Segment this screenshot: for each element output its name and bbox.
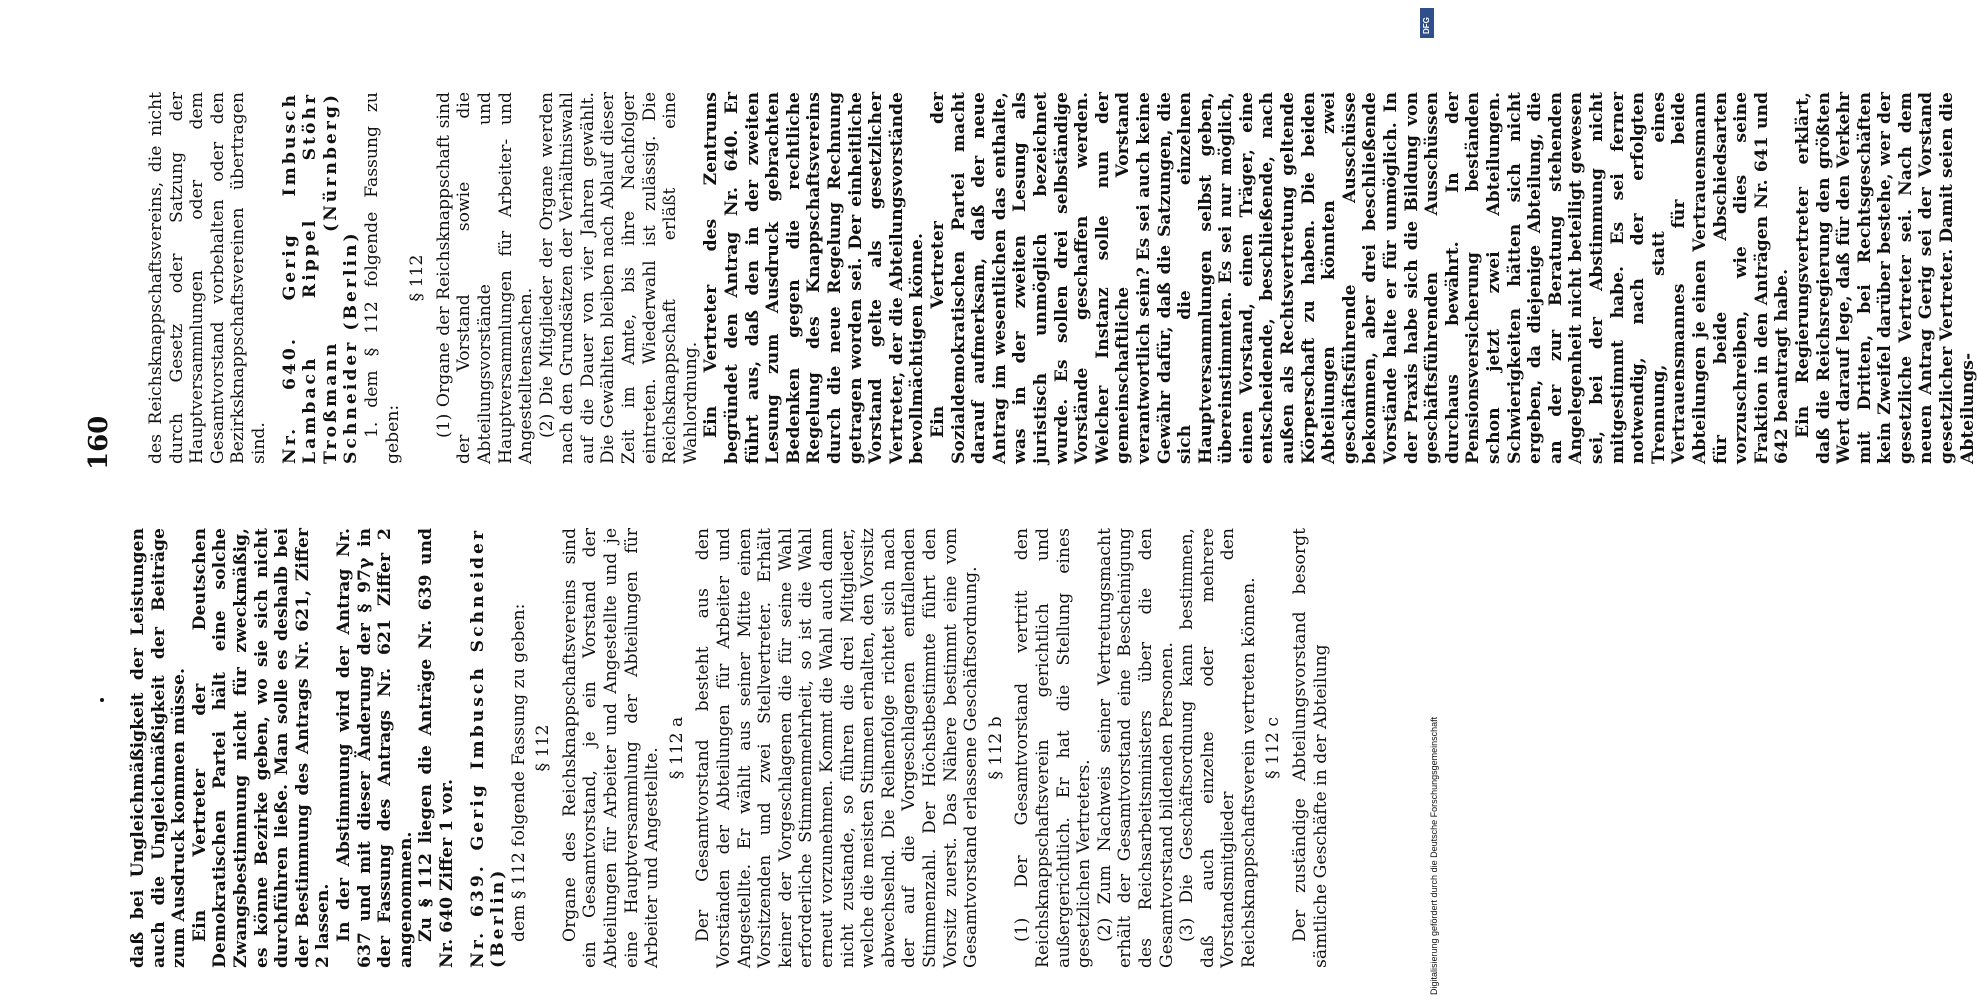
section-heading: § 112 a	[666, 716, 687, 780]
paragraph: (1) Organe der Reichsknappschaft sind der Vorstand sowie die Abteilungsvorstände und Hauptversammlungen für Arbeiter- und Angestelltensachen.	[433, 92, 537, 464]
paragraph: (3) Die Geschäftsordnung kann bestimmen, daß auch einzelne oder mehrere Vorstandsmitglieder den Reichsknappschaftsverein vertreten können.	[1177, 528, 1259, 968]
paragraph: (1) Der Gesamtvorstand vertritt den Reichsknappschaftsverein gerichtlich und außergerichtlich. Er hat die Stellung eines gesetzlichen Vertreters.	[1012, 528, 1095, 968]
paragraph: Ein Vertreter des Zentrums begründet den Antrag Nr. 640. Er führt aus, daß den in der zweiten Lesung zum Ausdruck gebrachten Bedenken gegen die rechtliche Regelung des Knappschaftsvereins durch die neue Regelung Rechnung getragen worden sei. Der einheitliche Vorstand gelte als gesetzlicher Vertreter, der die Abteilungsvorstände bevollmächtigen könne.	[701, 92, 928, 464]
section-heading: § 112	[533, 724, 554, 772]
dfg-logo-text: DFG	[1422, 17, 1431, 34]
paragraph: Ein Regierungsvertreter erklärt, daß die Reichsregierung den größten Wert darauf lege, daß für den Verkehr mit Dritten, bei Rechtsgeschäften kein Zweifel darüber bestehe, wer der gesetzliche Vertreter sei. Nach dem neuen Antrag Gerig sei der Vorstand gesetzlicher Vertreter. Damit seien die Abteilungs-	[1792, 92, 1978, 464]
section-heading: § 112 c	[1263, 717, 1284, 779]
paragraph: dem § 112 folgende Fassung zu geben:	[508, 603, 529, 942]
page-number: 160	[84, 415, 114, 470]
paragraph: Zu § 112 liegen die Anträge Nr. 639 und Nr. 640 Ziffer 1 vor.	[416, 528, 457, 968]
section-heading: § 112	[407, 254, 428, 302]
paragraph: (2) Die Mitglieder der Organe werden nach den Grundsätzen der Verhältniswahl auf die Dauer von vier Jahren gewählt. Die Gewählten bleiben nach Ablauf dieser Zeit im Amte, bis ihre Nachfolger eintreten. Wiederwahl ist zulässig. Die Reichsknappschaft erläßt eine Wahlordnung.	[536, 92, 701, 464]
paragraph: Der Gesamtvorstand besteht aus den Vorständen der Abteilungen für Arbeiter und Angestellte. Er wählt aus seiner Mitte einen Vorsitzenden und zwei Stellvertreter. Erhält keiner der Vorgeschlagenen die für seine Wahl erforderliche Stimmenmehrheit, so ist die Wahl erneut vorzunehmen. Kommt die Wahl auch dann nicht zustande, so führen die drei Mitglieder, welche die meisten Stimmen erhalten, den Vorsitz abwechselnd. Die Reihenfolge richtet sich nach der auf die Vorgeschlagenen entfallenden Stimmenzahl. Der Höchstbestimmte führt den Vorsitz zuerst. Das Nähere bestimmt eine vom Gesamtvorstand erlassene Geschäftsordnung.	[693, 528, 982, 968]
print-speck	[100, 698, 104, 702]
paragraph: In der Abstimmung wird der Antrag Nr. 637 und mit dieser Änderung der § 97γ in der Fassung des Antrags Nr. 621 Ziffer 2 angenommen.	[333, 528, 416, 968]
paragraph: Ein Vertreter der Deutschen Demokratischen Partei hält eine solche Zwangsbestimmung nicht für zweckmäßig, es könne Bezirke geben, wo sie sich nicht durchführen ließe. Man solle es deshalb bei der Bestimmung des Antrags Nr. 621, Ziffer 2 lassen.	[189, 528, 334, 968]
paragraph: (2) Zum Nachweis seiner Vertretungsmacht erhält der Gesamtvorstand eine Bescheinigung des Reichsarbeitsministers über die den Gesamtvorstand bildenden Personen.	[1094, 528, 1177, 968]
paragraph: des Reichsknappschaftsvereins, die nicht durch Gesetz oder Satzung der Hauptversammlungen oder dem Gesamtvorstand vorbehalten oder den Bezirksknappschaftsvereinen übertragen sind.	[146, 92, 269, 464]
section-heading: § 112 b	[985, 716, 1006, 780]
paragraph: Organe des Reichsknappschaftsvereins sind ein Gesamtvorstand, je ein Vorstand der Abteilungen für Arbeiter und Angestellte und je eine Hauptversammlung der Abteilungen für Arbeiter und Angestellte.	[559, 528, 663, 968]
paragraph: Der zuständige Abteilungsvorstand besorgt sämtliche Geschäfte in der Abteilung	[1290, 528, 1331, 968]
digitization-credit: Digitalisierung gefördert durch die Deutsche Forschungsgemeinschaft	[1429, 716, 1439, 995]
text-column-left	[128, 528, 1331, 968]
dfg-logo	[1420, 8, 1434, 38]
paragraph: 1. dem § 112 folgende Fassung zu geben:	[361, 92, 403, 464]
paragraph: daß bei Ungleichmäßigkeit der Leistungen auch die Ungleichmäßigkeit der Beiträge zum Ausdruck kommen müsse.	[128, 528, 190, 968]
motion-heading: Nr. 639. Gerig Imbusch Schneider (Berlin)	[467, 528, 509, 968]
text-column-right-body	[146, 92, 1978, 464]
paragraph: Ein Vertreter der Sozialdemokratischen Partei macht darauf aufmerksam, daß der neue Antrag im wesentlichen das enthalte, was in der zweiten Lesung als juristisch unmöglich bezeichnet wurde. Es sollen drei selbständige Vorstände geschaffen werden. Welcher Instanz solle nun der gemeinschaftliche Vorstand verantwortlich sein? Es sei auch keine Gewähr dafür, daß die Satzungen, die sich die einzelnen Hauptversammlungen selbst geben, übereinstimmten. Es sei nur möglich, einen Vorstand, einen Träger, eine entscheidende, beschließende, nach außen als Rechtsvertretung geltende Körperschaft zu haben. Die beiden Abteilungen könnten zwei geschäftsführende Ausschüsse bekommen, aber drei beschließende Vorstände halte er für unmöglich. In der Praxis habe sich die Bildung von geschäftsführenden Ausschüssen durchaus bewährt. In der Pensionsversicherung beständen schon jetzt zwei Abteilungen. Schwierigkeiten hätten sich nicht ergeben, da diejenige Abteilung, die an der zur Beratung stehenden Angelegenheit nicht beteiligt gewesen sei, bei der Abstimmung nicht mitgestimmt habe. Es sei ferner notwendig, nach der erfolgten Trennung, statt eines Vertrauensmannes für beide Abteilungen je einen Vertrauensmann für beide Abschiedsarten vorzuschreiben, wie dies seine Fraktion in den Anträgen Nr. 641 und 642 beantragt habe.	[927, 92, 1793, 464]
motion-heading: Nr. 640. Gerig Imbusch Lambach Rippel Stöhr Troßmann (Nürnberg) Schneider (Berlin)	[279, 92, 362, 464]
